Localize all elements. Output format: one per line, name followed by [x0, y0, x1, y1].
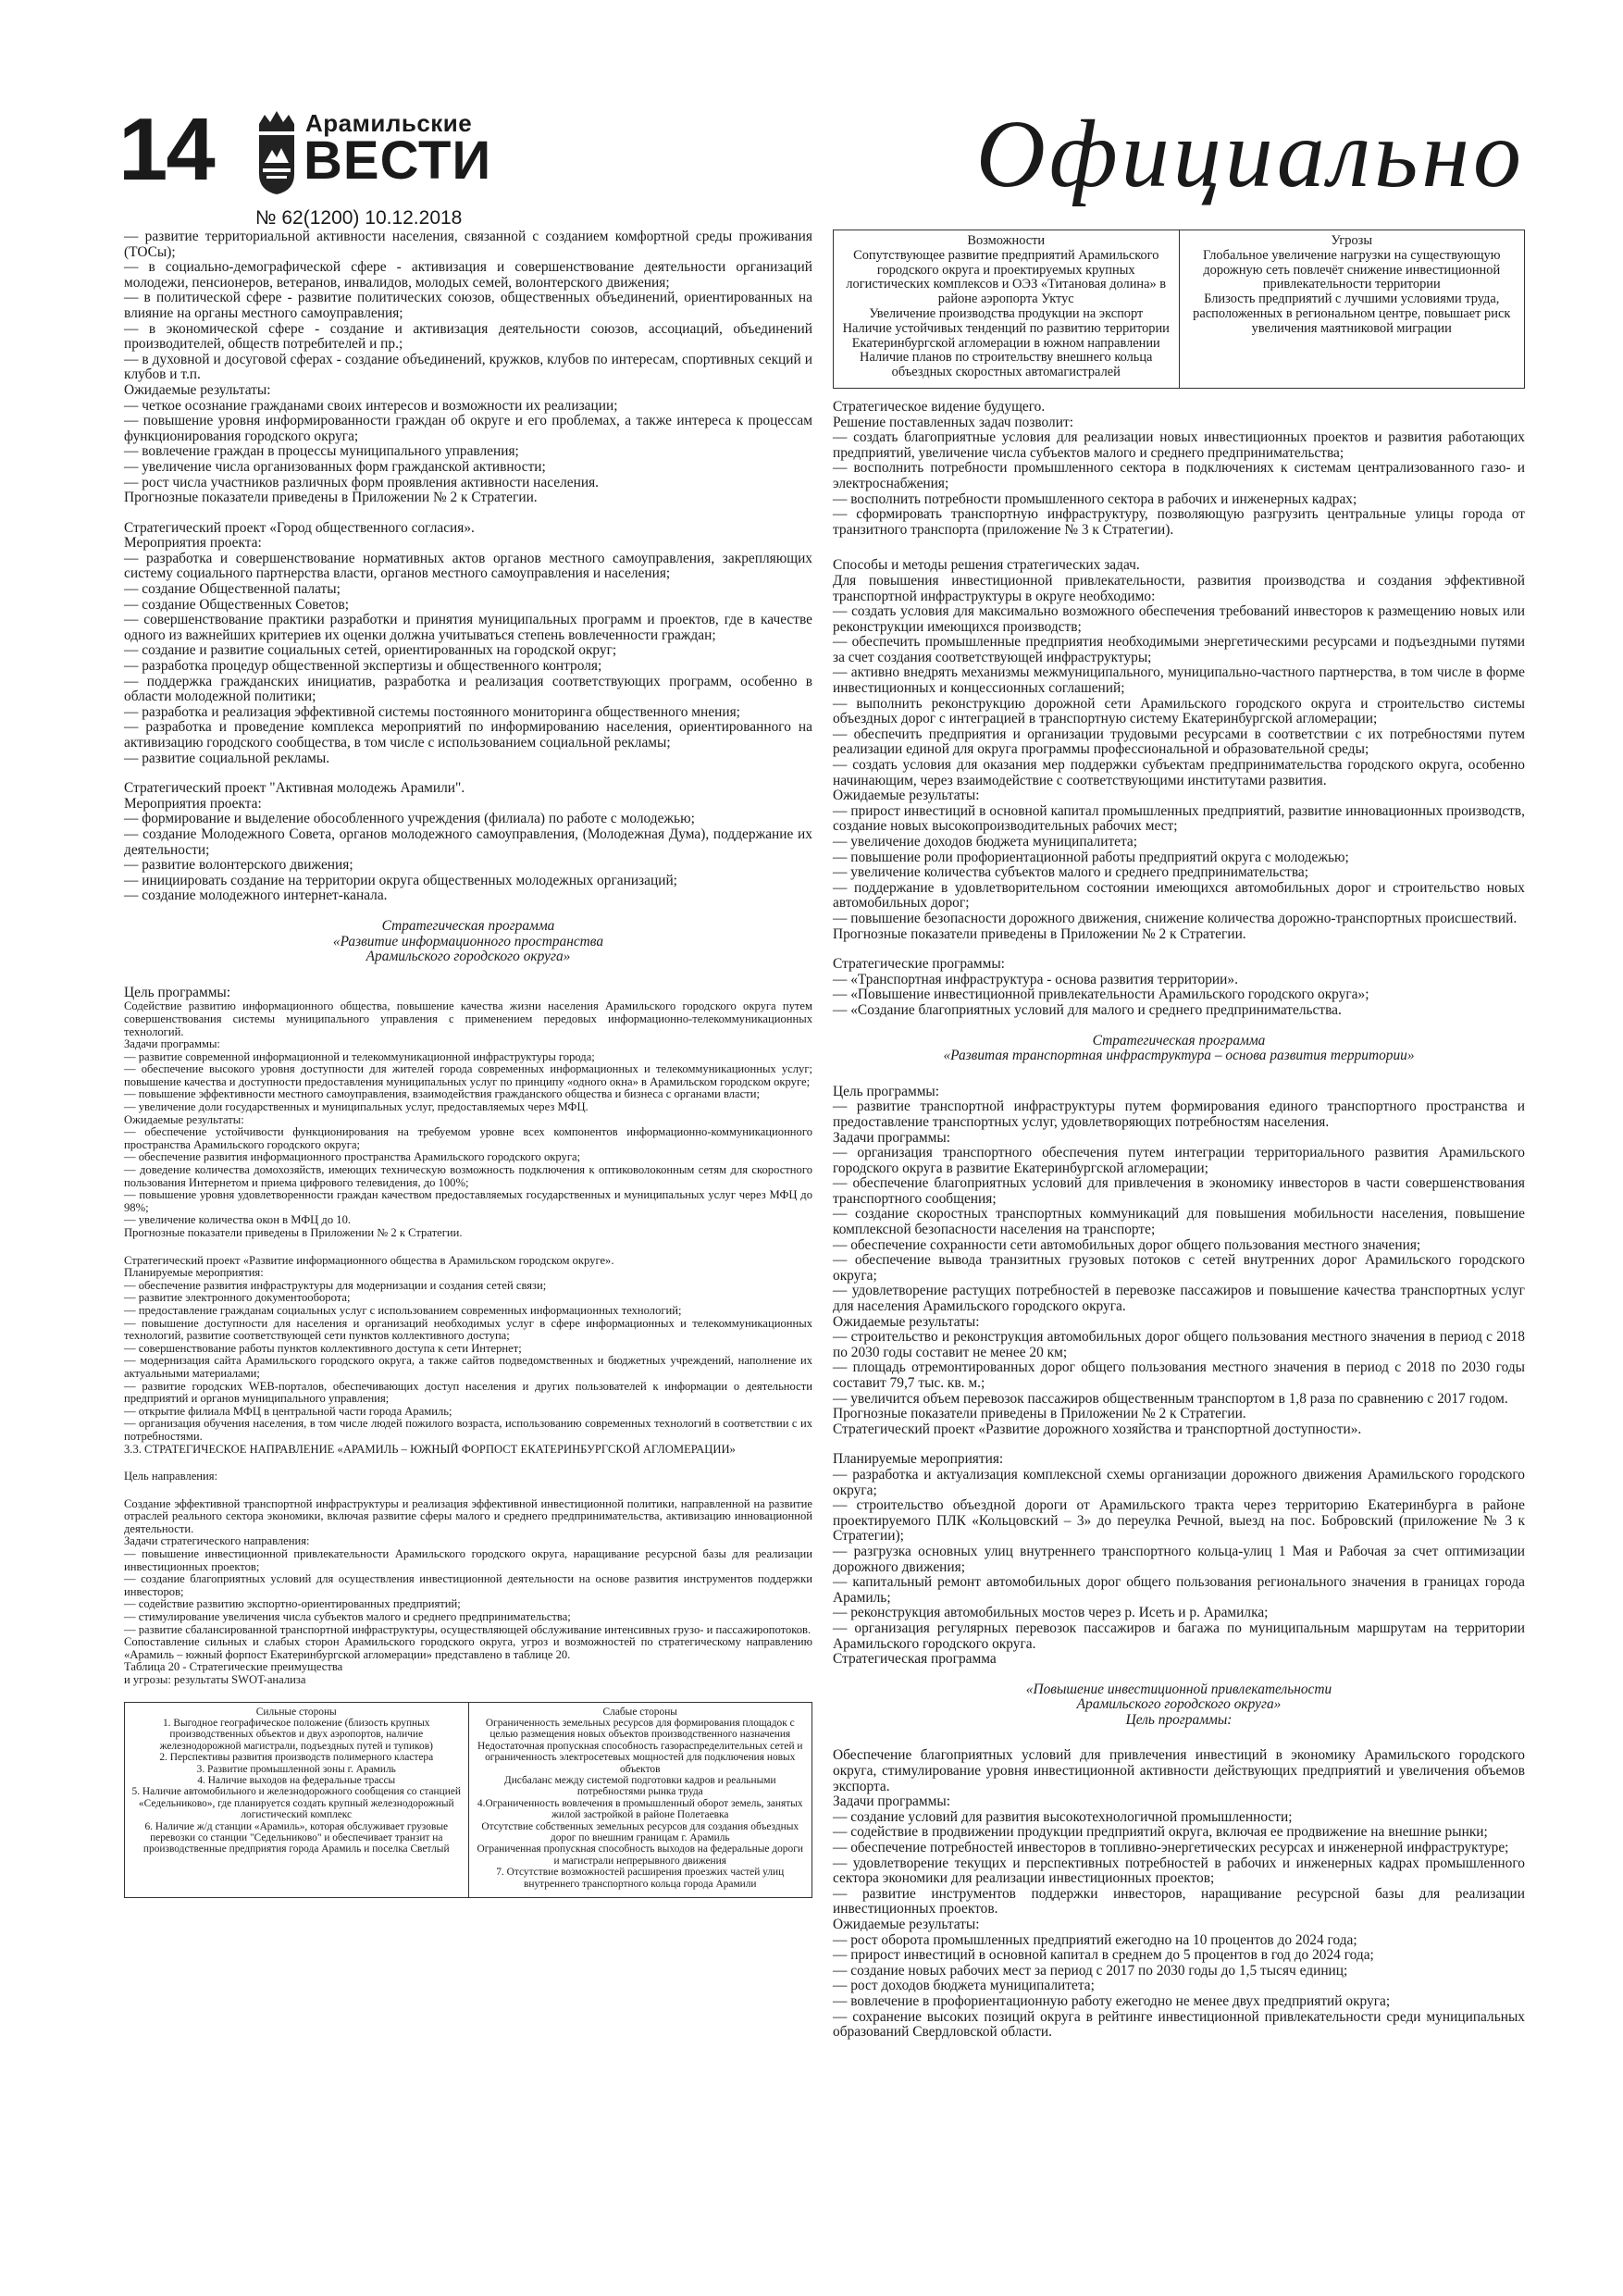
strength-item: 1. Выгодное географическое положение (близость крупных производственных объектов и двух аэропортов, наличие железнодорожной магистрали, подъездных путей и тупиков) [159, 1718, 433, 1752]
paragraph: Стратегическое видение будущего. [833, 398, 1046, 415]
section-heading: Цель направления: [124, 1470, 218, 1483]
weaknesses-cell [468, 1702, 812, 1898]
paragraph: — восполнить потребности промышленного сектора в рабочих и инженерных кадрах; [833, 490, 1357, 507]
paragraph: — создание Общественной палаты; [124, 581, 341, 598]
paragraph: — в экономической сфере - создание и активизация деятельности союзов, ассоциаций, объединений производителей, обществ потребителей и пр.; [124, 320, 812, 353]
paragraph: — развитие электронного документооборота; [124, 1291, 351, 1305]
paragraph: Таблица 20 - Стратегические преимущества [124, 1660, 343, 1674]
issue-info: № 62(1200) 10.12.2018 [255, 207, 463, 229]
opportunities-title: Возможности [967, 233, 1046, 248]
paragraph: — стимулирование увеличения числа субъектов малого и среднего предпринимательства; [124, 1610, 571, 1624]
paragraph: — сформировать транспортную инфраструктуру, позволяющую разгрузить центральные улицы города от транзитного транспорта (приложение № 3 к Стратегии). [833, 506, 1525, 538]
paragraph: — содействие в продвижении продукции предприятий округа, включая ее продвижение на внешние рынки; [833, 1824, 1488, 1841]
weakness-item: 4.Ограниченность вовлечения в промышленный оборот земель, занятых жилой застройкой в районе Полетаевка [477, 1797, 803, 1821]
paragraph: — доведение количества домохозяйств, имеющих техническую возможность подключения к оптиковолоконным сетям для скоростного пользования Интернетом и приема цифрового телевидения, до 100%; [124, 1163, 812, 1189]
paragraph: Цель программы: [833, 1083, 940, 1099]
paragraph: — предоставление гражданам социальных услуг с использованием современных информационных технологий; [124, 1303, 682, 1317]
paragraph: — в духовной и досуговой сферах - создание объединений, кружков, клубов по интересам, спортивных секций и клубов и т.п. [124, 351, 812, 383]
paragraph: Ожидаемые результаты: [833, 788, 980, 804]
paragraph: — повышение доступности для населения и организаций необходимых услуг в сфере информационных и телекоммуникационных технологий, развитие соответствующей сети пунктов коллективного доступа; [124, 1316, 812, 1343]
paragraph: Задачи стратегического направления: [124, 1534, 310, 1548]
paragraph: — восполнить потребности промышленного сектора в подключениях к системам централизованного газо- и электроснабжения; [833, 460, 1525, 491]
paragraph: — создать условия для оказания мер поддержки субъектам предпринимательства городского округа, особенно начинающим, через взаимодействие с соответствующими институтами развития. [833, 757, 1525, 788]
paragraph: — вовлечение граждан в процессы муниципального управления; [124, 443, 519, 460]
paragraph: — создание новых рабочих мест за период с 2017 по 2030 годы до 1,5 тысяч единиц; [833, 1962, 1348, 1979]
paragraph: — разработка процедур общественной экспертизы и общественного контроля; [124, 658, 602, 675]
logo-top-text: Арамильские [305, 109, 473, 137]
right-column [833, 230, 1525, 2041]
paragraph: — повышение уровня удовлетворенности граждан качеством предоставляемых государственных и муниципальных услуг через МФЦ до 98%; [124, 1188, 812, 1214]
section-title: Официально [975, 101, 1525, 207]
weaknesses-title: Слабые стороны [602, 1706, 677, 1718]
paragraph: — увеличение доли государственных и муниципальных услуг, предоставляемых через МФЦ. [124, 1100, 588, 1114]
threats-cell [1179, 230, 1525, 389]
paragraph: — обеспечение потребностей инвесторов в топливно-энергетических ресурсах и инженерной инфраструктуре; [833, 1840, 1509, 1856]
paragraph: — прирост инвестиций в основной капитал промышленных предприятий, развитие инновационных производств, создание новых высокопроизводительных рабочих мест; [833, 802, 1525, 835]
paragraph: — создание скоростных транспортных коммуникаций для повышения мобильности населения, повышение комплексной безопасности населения на транспорте; [833, 1206, 1525, 1238]
paragraph: — рост оборота промышленных предприятий ежегодно на 10 процентов до 2024 года; [833, 1931, 1357, 1948]
paragraph: Сопоставление сильных и слабых сторон Арамильского городского округа, угроз и возможностей по стратегическому направлению «Арамиль – южный форпост Екатеринбургской агломерации» представлено в таблице 20. [124, 1635, 812, 1661]
opportunities-cell [834, 230, 1180, 389]
paragraph: — обеспечение сохранности сети автомобильных дорог общего пользования местного значения; [833, 1236, 1421, 1253]
paragraph: — сохранение высоких позиций округа в рейтинге инвестиционной привлекательности среди муниципальных образований Свердловской области. [833, 2008, 1525, 2041]
paragraph: — повышение инвестиционной привлекательности Арамильского городского округа, наращивание ресурсной базы для реализации инвестиционных проектов; [124, 1547, 812, 1573]
swot-table-opportunities-threats [833, 230, 1525, 389]
paragraph: Стратегический проект «Развитие информационного общества в Арамильском городском округе». [124, 1253, 614, 1267]
paragraph: Прогнозные показатели приведены в Приложении № 2 к Стратегии. [833, 925, 1246, 942]
paragraph: — содействие развитию экспортно-ориентированных предприятий; [124, 1597, 461, 1611]
paragraph: — разработка и реализация эффективной системы постоянного мониторинга общественного мнения; [124, 703, 740, 720]
program-heading: Арамильского городского округа» [1076, 1696, 1282, 1713]
opportunity-item: Наличие планов по строительству внешнего кольца объездных скоростных автомагистралей [860, 350, 1153, 380]
paragraph: Стратегический проект "Активная молодежь Арамили". [124, 780, 465, 797]
weakness-item: Ограниченность земельных ресурсов для формирования площадок с целью размещения новых объектов производственного назначения [485, 1718, 795, 1741]
paragraph: — увеличение доходов бюджета муниципалитета; [833, 834, 1138, 850]
paragraph: — разработка и проведение комплекса мероприятий по информированию населения, ориентированного на активизацию городского сообщества, в том числе с использованием социальной рекламы; [124, 719, 812, 751]
paragraph: Стратегический проект «Город общественного согласия». [124, 519, 475, 536]
paragraph: — открытие филиала МФЦ в центральной части города Арамиль; [124, 1404, 452, 1418]
paragraph: — организация регулярных перевозок пассажиров и багажа по муниципальным маршрутам на территории Арамильского городского округа. [833, 1620, 1525, 1652]
paragraph: Обеспечение благоприятных условий для привлечения инвестиций в экономику Арамильского городского округа, стимулирование уровня инвестиционной активности действующих предприятий и увеличения объемов экспорта. [833, 1747, 1525, 1794]
paragraph: — развитие транспортной инфраструктуры путем формирования единого транспортного пространства и предоставление транспортных услуг, удовлетворяющих потребностям населения. [833, 1098, 1525, 1130]
paragraph: Ожидаемые результаты: [124, 1112, 244, 1126]
paragraph: Стратегическая программа [833, 1651, 997, 1668]
paragraph: Прогнозные показатели приведены в Приложении № 2 к Стратегии. [833, 1406, 1246, 1422]
paragraph: Мероприятия проекта: [124, 795, 262, 812]
paragraph: — обеспечить промышленные предприятия необходимыми энергетическими ресурсами и подъездными путями за счет создания соответствующей инфраструктуры; [833, 634, 1525, 665]
paragraph: — создание Молодежного Совета, органов молодежного самоуправления, (Молодежная Дума), поддержание их деятельности; [124, 825, 812, 858]
paragraph: — создание Общественных Советов; [124, 596, 350, 613]
paragraph: Решение поставленных задач позволит: [833, 414, 1073, 430]
paragraph: — организация обучения населения, в том числе людей пожилого возраста, использованию современных технологий в соответствии с их потребностями. [124, 1417, 812, 1443]
strengths-cell [125, 1702, 469, 1898]
paragraph: — удовлетворение текущих и перспективных потребностей в рабочих и инженерных кадрах промышленного сектора экономики для реализации инвестиционных проектов; [833, 1855, 1525, 1887]
paragraph: — разработка и актуализация комплексной схемы организации дорожного движения Арамильского городского округа; [833, 1466, 1525, 1498]
paragraph: Планируемые мероприятия: [833, 1451, 1004, 1468]
paragraph: Планируемые мероприятия: [124, 1266, 264, 1280]
paragraph: — капитальный ремонт автомобильных дорог общего пользования регионального значения в границах города Арамиль; [833, 1574, 1525, 1606]
paragraph: — площадь отремонтированных дорог общего пользования местного значения в период с 2018 по 2030 годы составит 79,7 тыс. кв. м.; [833, 1359, 1525, 1391]
crest-icon [255, 109, 298, 196]
weakness-item: 7. Отсутствие возможностей расширения проезжих частей улиц внутреннего транспортного кольца города Арамили [496, 1867, 785, 1890]
paragraph: Ожидаемые результаты: [124, 381, 271, 398]
paragraph: — создание условий для развития высокотехнологичной промышленности; [833, 1808, 1293, 1825]
paragraph: — «Повышение инвестиционной привлекательности Арамильского городского округа»; [833, 987, 1369, 1003]
paragraph: — увеличение количества окон в МФЦ до 10. [124, 1213, 352, 1227]
paragraph: Содействие развитию информационного общества, повышение качества жизни населения Арамильского городского округа путем совершенствования системы муниципального управления с применением передовых информационно-телекоммуникационных технологий. [124, 999, 812, 1038]
paragraph: Цель программы: [124, 984, 231, 1000]
threat-item: Глобальное увеличение нагрузки на существующую дорожную сеть повлечёт снижение инвестиционной привлекательности территории [1203, 247, 1501, 292]
paragraph: и угрозы: результаты SWOT-анализа [124, 1673, 306, 1686]
program-heading: Арамильского городского округа» [365, 949, 571, 965]
paragraph: — обеспечение устойчивости функционирования на требуемом уровне всех компонентов информационно-коммуникационного пространства Арамильского городского округа; [124, 1125, 812, 1151]
program-heading: Стратегическая программа [381, 917, 555, 934]
paragraph: — развитие социальной рекламы. [124, 750, 330, 766]
paragraph: — обеспечение развития информационного пространства Арамильского городского округа; [124, 1150, 581, 1164]
paragraph: — разгрузка основных улиц внутреннего транспортного кольца-улиц 1 Мая и Рабочая за счет оптимизации дорожного движения; [833, 1543, 1525, 1575]
strength-item: 6. Наличие ж/д станции «Арамиль», которая обслуживает грузовые перевозки со станции "Седельниково" и обеспечивает транзит на производственные предприятия города Арамиль и поселка Светлый [142, 1820, 450, 1855]
left-column [124, 230, 812, 1898]
paragraph: — в политической сфере - развитие политических союзов, общественных объединений, ориентированных на влияние на органы местного самоуправления; [124, 290, 812, 321]
paragraph: — обеспечить предприятия и организации трудовыми ресурсами в соответствии с их потребностями путем реализации единой для округа программы профессиональной и образовательной среды; [833, 726, 1525, 758]
paragraph: — совершенствование работы пунктов коллективного доступа к сети Интернет; [124, 1341, 522, 1355]
paragraph: Ожидаемые результаты: [833, 1313, 980, 1330]
paragraph: — обеспечение вывода транзитных грузовых потоков с сетей внутренних дорог Арамильского городского округа; [833, 1252, 1525, 1284]
paragraph: — создание молодежного интернет-канала. [124, 887, 388, 904]
opportunity-item: Наличие устойчивых тенденций по развитию территории Екатеринбургской агломерации в южном направлении [842, 320, 1170, 351]
weakness-item: Ограниченная пропускная способность выходов на федеральные дороги и магистрали непрерывного движения [477, 1843, 803, 1867]
paragraph: — «Транспортная инфраструктура - основа развития территории». [833, 971, 1238, 987]
strength-item: 4. Наличие выходов на федеральные трассы [197, 1775, 396, 1787]
paragraph: — развитие территориальной активности населения, связанной с созданием комфортной среды проживания (ТОСы); [124, 229, 812, 260]
program-heading: «Повышение инвестиционной привлекательности [1025, 1681, 1332, 1697]
newspaper-logo [255, 109, 492, 202]
masthead [118, 100, 1525, 229]
paragraph: Создание эффективной транспортной инфраструктуры и реализация эффективной инвестиционной политики, направленной на развитие отраслей реального сектора экономики, включая развитие сферы малого и среднего предпринимательства, активизацию инновационной деятельности. [124, 1496, 812, 1535]
paragraph: — повышение роли профориентационной работы предприятий округа с молодежью; [833, 849, 1349, 865]
paragraph: — «Создание благоприятных условий для малого и среднего предпринимательства. [833, 1001, 1342, 1018]
weakness-item: Отсутствие собственных земельных ресурсов для создания объездных дорог по внешним границам г. Арамиль [481, 1820, 799, 1844]
paragraph: — развитие сбалансированной транспортной инфраструктуры, осуществляющей обслуживание интенсивных грузо- и пассажиропотоков. [124, 1622, 812, 1636]
paragraph: Стратегические программы: [833, 956, 1005, 973]
paragraph: — развитие современной информационной и телекоммуникационной инфраструктуры города; [124, 1049, 595, 1063]
paragraph: — удовлетворение растущих потребностей в перевозке пассажиров и повышение качества транспортных услуг для населения Арамильского городского округа. [833, 1283, 1525, 1315]
threat-item: Близость предприятий с лучшими условиями труда, расположенных в региональном центре, повышает риск увеличения маятниковой миграции [1193, 292, 1511, 336]
paragraph: — четкое осознание гражданами своих интересов и возможности их реализации; [124, 397, 618, 414]
page-number: 14 [118, 100, 214, 199]
paragraph: — увеличение количества субъектов малого и среднего предпринимательства; [833, 864, 1309, 881]
opportunity-item: Сопутствующее развитие предприятий Арамильского городского округа и проектируемых крупных логистических комплексов и ОЭЗ «Титановая долина» в районе аэропорта Уктус [846, 247, 1167, 307]
paragraph: — создание благоприятных условий для осуществления инвестиционной деятельности на основе развития инструментов поддержки инвесторов; [124, 1572, 812, 1598]
threats-title: Угрозы [1331, 233, 1373, 248]
paragraph: — рост доходов бюджета муниципалитета; [833, 1978, 1095, 1994]
weakness-item: Дисбаланс между системой подготовки кадров и реальными потребностями рынка труда [503, 1775, 776, 1798]
paragraph: — поддержание в удовлетворительном состоянии имеющихся автомобильных дорог и строительство новых автомобильных дорог; [833, 879, 1525, 912]
paragraph: — совершенствование практики разработки и принятия муниципальных программ и проектов, где в качестве одного из важнейших критериев их оценки должна учитываться степень вовлеченности граждан; [124, 612, 812, 643]
paragraph: — обеспечение благоприятных условий для привлечения в экономику инвесторов в части совершенствования транспортного сообщения; [833, 1175, 1525, 1207]
paragraph: — повышение уровня информированности граждан об округе и его проблемах, а также интереса к процессам функционирования городского округа; [124, 413, 812, 444]
paragraph: Ожидаемые результаты: [833, 1917, 980, 1932]
paragraph: — активно внедрять механизмы межмуниципального, муниципально-частного партнерства, в том числе в форме инвестиционных и концессионных соглашений; [833, 664, 1525, 697]
paragraph: — инициировать создание на территории округа общественных молодежных организаций; [124, 872, 677, 888]
weakness-item: Недостаточная пропускная способность газораспределительных сетей и ограниченность электросетевых мощностей для подключения новых объектов [477, 1740, 803, 1775]
paragraph: — поддержка гражданских инициатив, разработка и реализация соответствующих программ, особенно в области молодежной политики; [124, 673, 812, 705]
paragraph: — увеличение числа организованных форм гражданской активности; [124, 458, 546, 475]
paragraph: Для повышения инвестиционной привлекательности, развития производства и создания эффективной транспортной инфраструктуры в округе необходимо: [833, 572, 1525, 604]
paragraph: — повышение безопасности дорожного движения, снижение количества дорожно-транспортных происшествий. [833, 910, 1518, 926]
program-heading: Стратегическая программа [1092, 1032, 1266, 1049]
strength-item: 5. Наличие автомобильного и железнодорожного сообщения со станцией «Седельниково», где планируется создать крупный железнодорожный логистический комплекс [131, 1786, 461, 1821]
paragraph: — вовлечение в профориентационную работу ежегодно не менее двух предприятий округа; [833, 1992, 1391, 2009]
program-heading: Цель программы: [1125, 1711, 1233, 1728]
swot-table-strengths-weaknesses [124, 1702, 812, 1899]
paragraph: — разработка и совершенствование нормативных актов органов местного самоуправления, закрепляющих систему социального партнерства власти, органов местного самоуправления и населения; [124, 550, 812, 582]
strength-item: 2. Перспективы развития производств полимерного кластера [159, 1752, 434, 1764]
paragraph: — выполнить реконструкцию дорожной сети Арамильского городского округа и строительство системы объездных дорог с интеграцией в транспортную систему Екатеринбургской агломерации; [833, 695, 1525, 727]
paragraph: — организация транспортного обеспечения путем интеграции территориального развития Арамильского городского округа в развитие Екатеринбургской агломерации; [833, 1145, 1525, 1176]
paragraph: Стратегический проект «Развитие дорожного хозяйства и транспортной доступности». [833, 1421, 1362, 1437]
opportunity-item: Увеличение производства продукции на экспорт [869, 305, 1144, 321]
paragraph: — формирование и выделение обособленного учреждения (филиала) по работе с молодежью; [124, 811, 695, 827]
paragraph: — обеспечение развития инфраструктуры для модернизации и создания сетей связи; [124, 1278, 547, 1292]
paragraph: — обеспечение высокого уровня доступности для жителей города современных информационных и телекоммуникационных услуг; повышение качества и доступности предоставления муниципальных услуг по принципу «одного окна» в Арамильском городском округе; [124, 1062, 812, 1088]
paragraph: — строительство и реконструкция автомобильных дорог общего пользования местного значения в период с 2018 по 2030 годы составит не менее 20 км; [833, 1329, 1525, 1360]
paragraph: — создать благоприятные условия для реализации новых инвестиционных проектов и развития работающих предприятий, увеличение числа субъектов малого и среднего предпринимательства; [833, 429, 1525, 461]
paragraph: — строительство объездной дороги от Арамильского тракта через территорию Екатеринбурга в районе проектируемого ПЛК «Кольцовский – 3» до переулка Речной, выезд на пос. Бобровский (приложение № 3 к Стратегии); [833, 1497, 1525, 1545]
paragraph: — создание и развитие социальных сетей, ориентированных на городской округ; [124, 642, 617, 659]
strength-item: 3. Развитие промышленной зоны г. Арамиль [196, 1763, 396, 1775]
program-heading: «Развитие информационного пространства [332, 933, 604, 949]
paragraph: — реконструкция автомобильных мостов через р. Исеть и р. Арамилка; [833, 1605, 1269, 1621]
paragraph: Задачи программы: [124, 1037, 220, 1051]
paragraph: Задачи программы: [833, 1793, 950, 1810]
paragraph: Задачи программы: [833, 1129, 950, 1146]
paragraph: Мероприятия проекта: [124, 535, 262, 552]
paragraph: — в социально-демографической сфере - активизация и совершенствование деятельности организаций молодежи, пенсионеров, ветеранов, инвалидов, молодых семей, волонтерского движения; [124, 259, 812, 291]
paragraph: — развитие городских WEB-порталов, обеспечивающих доступ населения и других пользователей к информации о деятельности предприятий и органов муниципального управления; [124, 1379, 812, 1406]
paragraph: — повышение эффективности местного самоуправления, взаимодействия гражданского общества и бизнеса с органами власти; [124, 1087, 760, 1101]
paragraph: 3.3. СТРАТЕГИЧЕСКОЕ НАПРАВЛЕНИЕ «АРАМИЛЬ – ЮЖНЫЙ ФОРПОСТ ЕКАТЕРИНБУРГСКОЙ АГЛОМЕРАЦИИ» [124, 1442, 736, 1456]
paragraph: — создать условия для максимально возможного обеспечения требований инвесторов к размещению новых или реконструкции имеющихся производств; [833, 603, 1525, 635]
paragraph: — развитие волонтерского движения; [124, 857, 353, 874]
paragraph: — увеличится объем перевозок пассажиров общественным транспортом в 1,8 раза по сравнению с 2017 годом. [833, 1390, 1508, 1407]
logo-main-text: ВЕСТИ [304, 130, 492, 191]
paragraph: — развитие инструментов поддержки инвесторов, наращивание ресурсной базы для реализации инвестиционных проектов. [833, 1885, 1525, 1917]
paragraph: Прогнозные показатели приведены в Приложении № 2 к Стратегии. [124, 1226, 463, 1239]
paragraph: — модернизация сайта Арамильского городского округа, а также сайтов подведомственных и бюджетных учреждений, наполнение их актуальными материалами; [124, 1354, 812, 1380]
program-heading: «Развитая транспортная инфраструктура – основа развития территории» [943, 1048, 1415, 1064]
strengths-title: Сильные стороны [255, 1706, 337, 1718]
paragraph: — прирост инвестиций в основной капитал в среднем до 5 процентов в год до 2024 года; [833, 1947, 1374, 1964]
paragraph: — рост числа участников различных форм проявления активности населения. [124, 474, 599, 490]
paragraph: Способы и методы решения стратегических задач. [833, 557, 1140, 574]
paragraph: Прогнозные показатели приведены в Приложении № 2 к Стратегии. [124, 490, 538, 506]
